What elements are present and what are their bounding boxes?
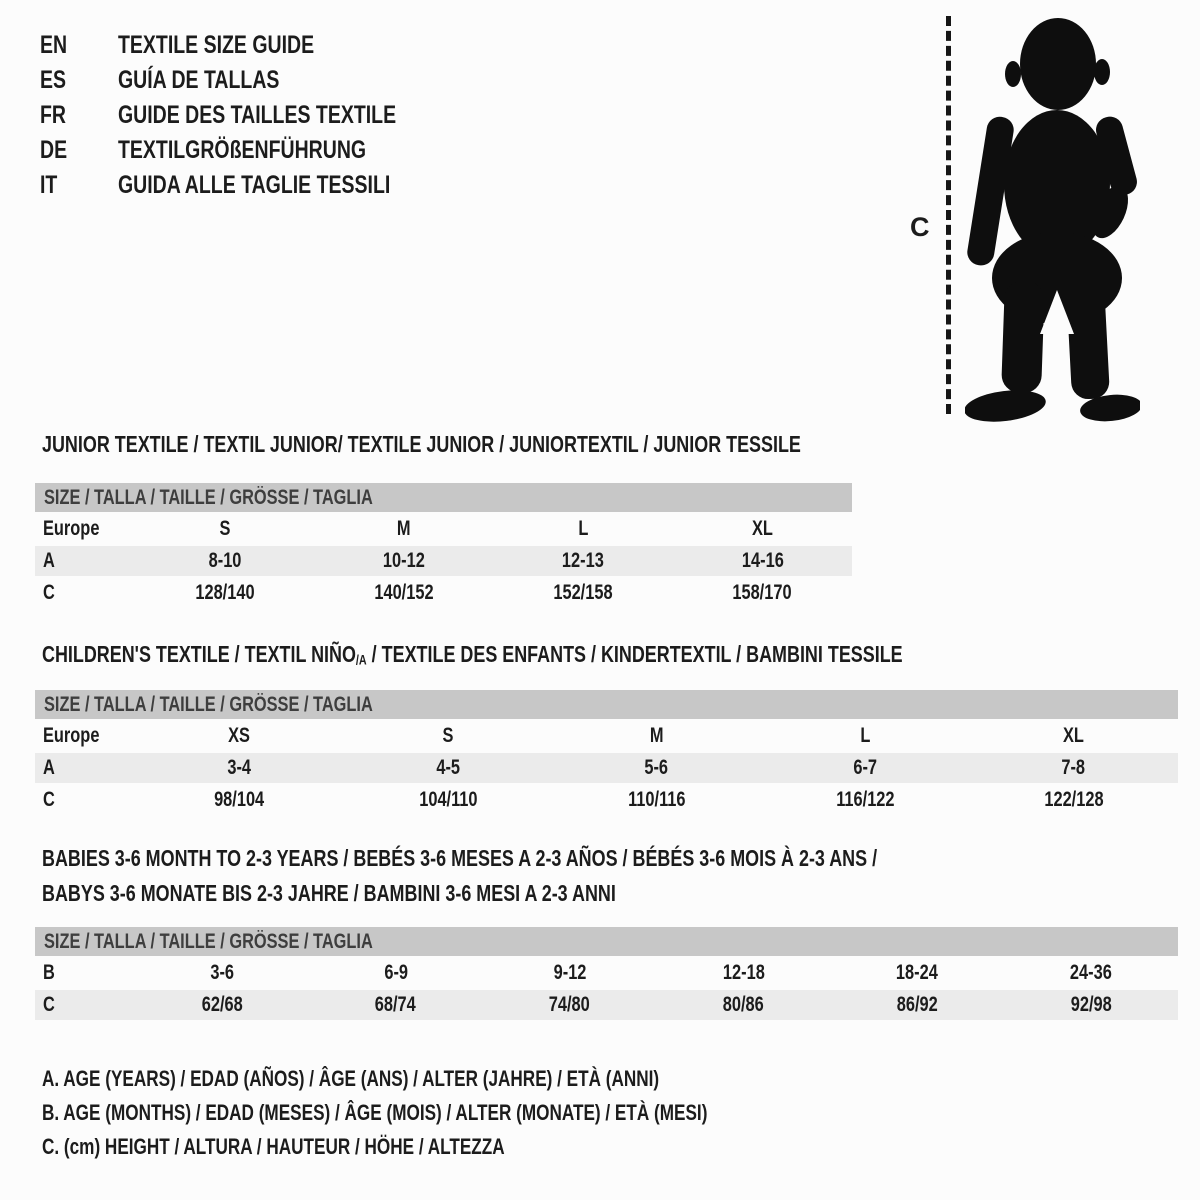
legend-age-months: B. AGE (MONTHS) / EDAD (MESES) / ÂGE (MOIS) / ALTER (MONATE) / ETÀ (MESI) bbox=[42, 1100, 708, 1125]
row-label: Europe bbox=[43, 724, 100, 747]
size-header-bar: SIZE / TALLA / TAILLE / GRÖSSE / TAGLIA bbox=[35, 483, 852, 512]
row-label: C bbox=[43, 581, 55, 604]
language-code: DE bbox=[40, 136, 68, 164]
size-value-cell: M bbox=[649, 724, 664, 747]
language-row bbox=[40, 168, 475, 203]
size-value-cell: 92/98 bbox=[1070, 993, 1112, 1016]
size-value-cell: XS bbox=[228, 724, 251, 747]
size-value-cell: 5-6 bbox=[644, 756, 669, 779]
size-value-cell: 86/92 bbox=[896, 993, 938, 1016]
size-value-cell: 7-8 bbox=[1061, 756, 1086, 779]
babies-title-line2: BABYS 3-6 MONATE BIS 2-3 JAHRE / BAMBINI 3-6 MESI A 2-3 ANNI bbox=[42, 880, 616, 906]
size-value-cell: M bbox=[397, 517, 411, 540]
size-value-cell: 3-6 bbox=[210, 961, 234, 984]
size-value-cell: S bbox=[442, 724, 454, 747]
size-header-bar: SIZE / TALLA / TAILLE / GRÖSSE / TAGLIA bbox=[35, 690, 1178, 719]
size-value-cell: 3-4 bbox=[227, 756, 252, 779]
table-row bbox=[35, 785, 1178, 815]
size-value-cell: 116/122 bbox=[835, 788, 895, 811]
size-value-cell: 122/128 bbox=[1044, 788, 1104, 811]
language-title: TEXTILE SIZE GUIDE bbox=[118, 31, 315, 59]
size-value-cell: 24-36 bbox=[1070, 961, 1112, 984]
babies-title-line1: BABIES 3-6 MONTH TO 2-3 YEARS / BEBÉS 3-6 MESES A 2-3 AÑOS / BÉBÉS 3-6 MOIS À 2-3 ANS / bbox=[42, 845, 878, 871]
junior-section-title: JUNIOR TEXTILE / TEXTIL JUNIOR/ TEXTILE JUNIOR / JUNIORTEXTIL / JUNIOR TESSILE bbox=[42, 431, 801, 457]
language-title-list bbox=[40, 28, 475, 203]
table-row bbox=[35, 990, 1178, 1020]
size-value-cell: L bbox=[860, 724, 871, 747]
language-title: TEXTILGRÖßENFÜHRUNG bbox=[118, 136, 367, 164]
language-code: EN bbox=[40, 31, 68, 59]
language-row bbox=[40, 133, 475, 168]
size-value-cell: 18-24 bbox=[896, 961, 939, 984]
size-value-cell: 140/152 bbox=[374, 581, 434, 604]
size-value-cell: S bbox=[219, 517, 231, 540]
language-title: GUÍA DE TALLAS bbox=[118, 66, 280, 94]
size-value-cell: 12-18 bbox=[722, 961, 765, 984]
children-section-title: CHILDREN'S TEXTILE / TEXTIL NIÑO/A / TEXTILE DES ENFANTS / KINDERTEXTIL / BAMBINI TESSILE bbox=[42, 641, 903, 668]
babies-size-table bbox=[35, 927, 1178, 1022]
height-label-c: C bbox=[910, 212, 930, 242]
size-value-cell: 6-9 bbox=[383, 961, 408, 984]
size-value-cell: 9-12 bbox=[553, 961, 586, 984]
row-label: B bbox=[43, 961, 55, 984]
legend-age-years: A. AGE (YEARS) / EDAD (AÑOS) / ÂGE (ANS) / ALTER (JAHRE) / ETÀ (ANNI) bbox=[42, 1066, 660, 1091]
size-value-cell: 12-13 bbox=[562, 549, 605, 572]
size-value-cell: 4-5 bbox=[436, 756, 460, 779]
size-value-cell: 14-16 bbox=[741, 549, 784, 572]
size-value-cell: 128/140 bbox=[195, 581, 255, 604]
row-label: A bbox=[43, 549, 55, 572]
table-row bbox=[35, 514, 852, 544]
table-row bbox=[35, 958, 1178, 988]
table-row bbox=[35, 753, 1178, 783]
size-value-cell: 110/116 bbox=[627, 788, 686, 811]
children-size-table bbox=[35, 690, 1178, 817]
size-value-cell: 152/158 bbox=[553, 581, 613, 604]
legend bbox=[42, 1062, 895, 1164]
size-value-cell: 98/104 bbox=[214, 788, 265, 811]
size-value-cell: 104/110 bbox=[418, 788, 478, 811]
junior-size-table bbox=[35, 483, 852, 610]
language-row bbox=[40, 63, 475, 98]
language-row bbox=[40, 28, 475, 63]
language-code: IT bbox=[40, 171, 58, 199]
row-label: A bbox=[43, 756, 55, 779]
language-row bbox=[40, 98, 475, 133]
size-value-cell: 62/68 bbox=[201, 993, 243, 1016]
size-header-bar: SIZE / TALLA / TAILLE / GRÖSSE / TAGLIA bbox=[35, 927, 1178, 956]
babies-section-title bbox=[42, 841, 1113, 911]
size-value-cell: 10-12 bbox=[382, 549, 425, 572]
size-value-cell: 80/86 bbox=[722, 993, 764, 1016]
language-code: ES bbox=[40, 66, 67, 94]
size-value-cell: 158/170 bbox=[732, 581, 792, 604]
language-title: GUIDA ALLE TAGLIE TESSILI bbox=[118, 171, 391, 199]
table-row bbox=[35, 546, 852, 576]
row-label: C bbox=[43, 788, 55, 811]
toddler-silhouette-image bbox=[965, 16, 1140, 431]
table-row bbox=[35, 578, 852, 608]
language-title: GUIDE DES TAILLES TEXTILE bbox=[118, 101, 397, 129]
size-value-cell: XL bbox=[1063, 724, 1085, 747]
language-code: FR bbox=[40, 101, 66, 129]
row-label: Europe bbox=[43, 517, 100, 540]
size-value-cell: 74/80 bbox=[549, 993, 591, 1016]
table-row bbox=[35, 721, 1178, 751]
size-value-cell: 6-7 bbox=[853, 756, 877, 779]
height-measure-dashed-line bbox=[946, 16, 951, 414]
size-value-cell: XL bbox=[751, 517, 773, 540]
size-value-cell: 68/74 bbox=[375, 993, 417, 1016]
legend-height-cm: C. (cm) HEIGHT / ALTURA / HAUTEUR / HÖHE / ALTEZZA bbox=[42, 1134, 505, 1159]
row-label: C bbox=[43, 993, 55, 1016]
size-value-cell: L bbox=[578, 517, 589, 540]
size-value-cell: 8-10 bbox=[208, 549, 242, 572]
